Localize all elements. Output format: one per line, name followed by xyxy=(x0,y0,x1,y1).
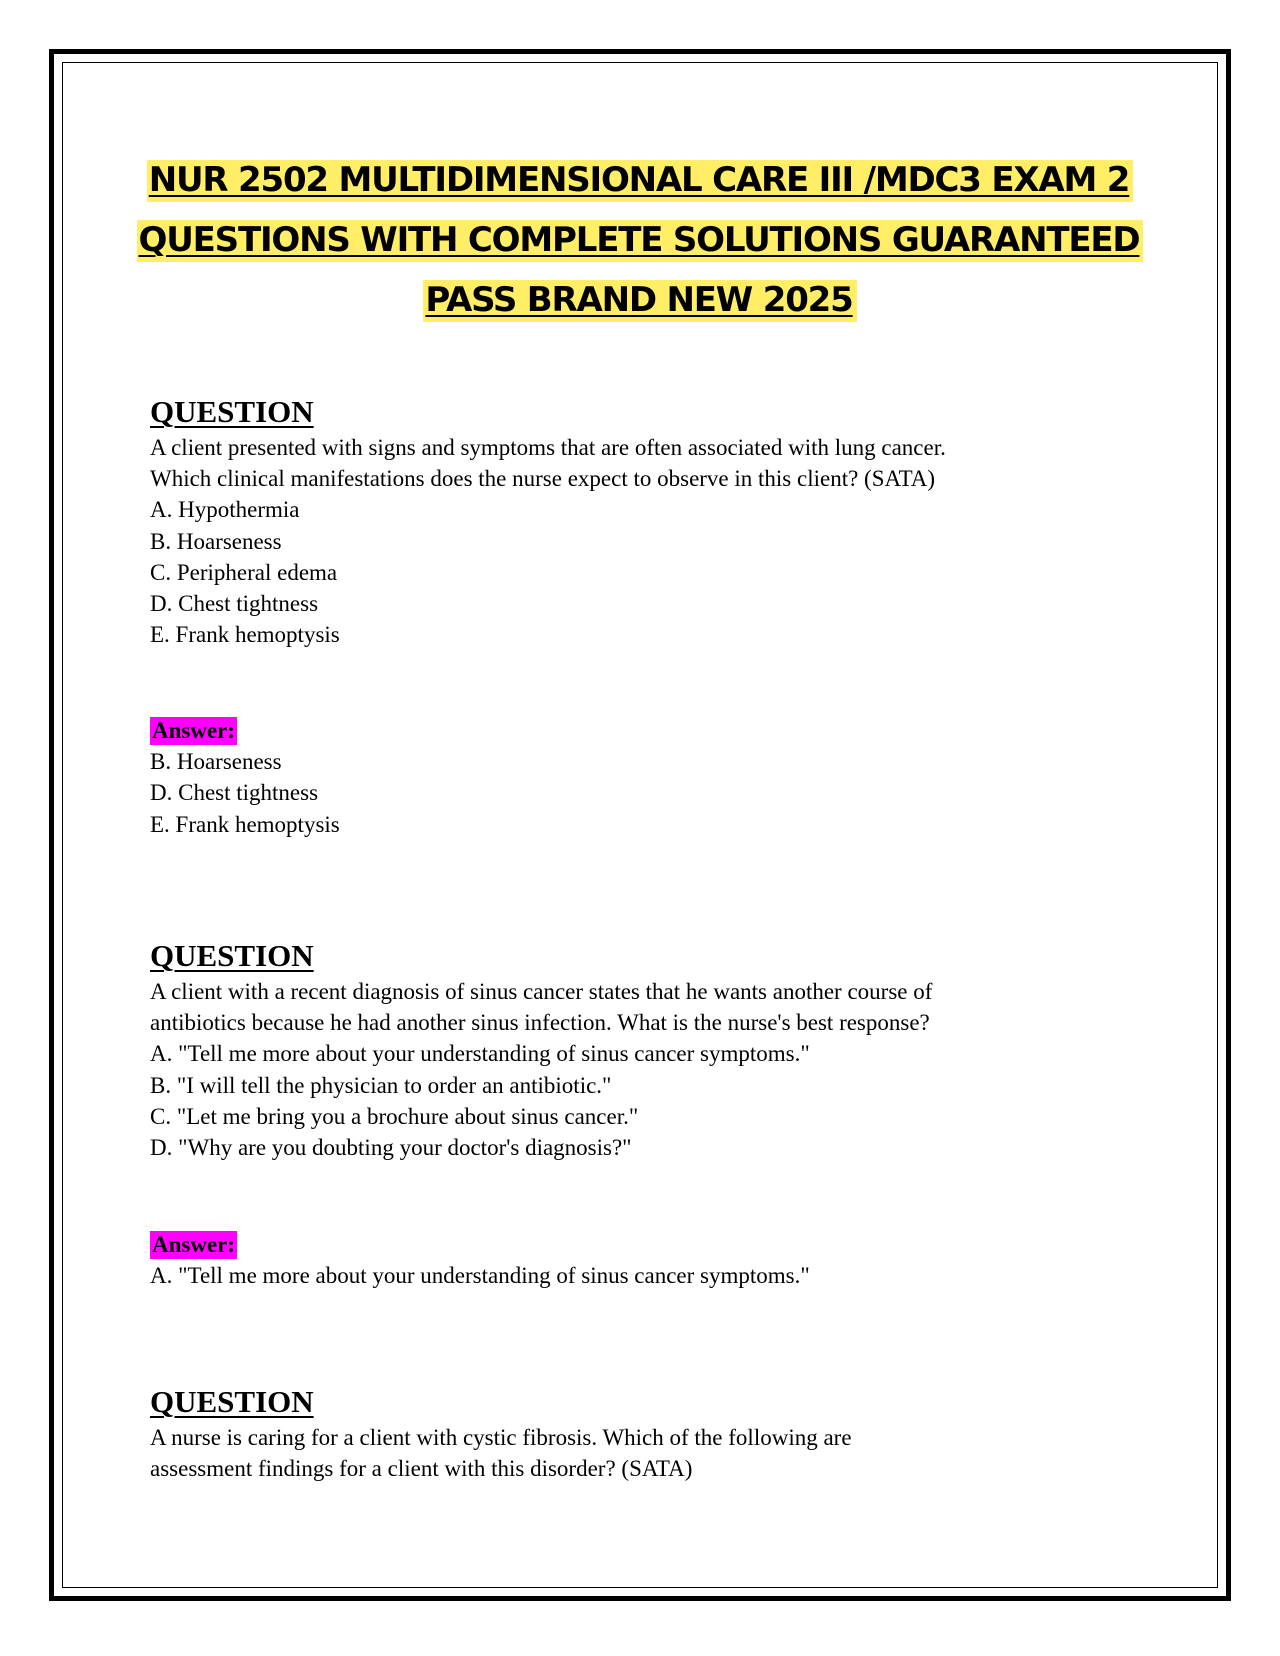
question-block-2 xyxy=(150,938,1150,1163)
title-line: PASS BRAND NEW 2025 xyxy=(0,270,1280,330)
answer-label: Answer: xyxy=(152,718,236,743)
option-c: C. "Let me bring you a brochure about sinus cancer." xyxy=(150,1103,639,1129)
option-d: D. "Why are you doubting your doctor's diagnosis?" xyxy=(150,1135,632,1161)
title-line: NUR 2502 MULTIDIMENSIONAL CARE III /MDC3 EXAM 2 xyxy=(0,150,1280,210)
option-b: B. Hoarseness xyxy=(150,528,282,554)
option-e: E. Frank hemoptysis xyxy=(150,622,340,648)
question-stem: assessment findings for a client with this disorder? (SATA) xyxy=(150,1456,693,1482)
question-stem: A client presented with signs and symptoms that are often associated with lung cancer. xyxy=(150,435,946,460)
answer-item: A. "Tell me more about your understanding of sinus cancer symptoms." xyxy=(150,1263,810,1289)
option-c: C. Peripheral edema xyxy=(150,559,338,585)
title-line: QUESTIONS WITH COMPLETE SOLUTIONS GUARANTEED xyxy=(0,210,1280,270)
question-stem: Which clinical manifestations does the nurse expect to observe in this client? (SATA) xyxy=(150,466,936,492)
option-d: D. Chest tightness xyxy=(150,591,319,617)
answer-block-1 xyxy=(150,715,1150,840)
question-stem: antibiotics because he had another sinus infection. What is the nurse's best response? xyxy=(150,1010,930,1036)
question-stem: A client with a recent diagnosis of sinus cancer states that he wants another course of xyxy=(150,979,933,1004)
question-heading: QUESTION xyxy=(150,938,314,973)
option-a: A. Hypothermia xyxy=(150,497,300,523)
answer-label: Answer: xyxy=(152,1232,236,1257)
answer-item: E. Frank hemoptysis xyxy=(150,811,340,837)
option-a: A. "Tell me more about your understanding of sinus cancer symptoms." xyxy=(150,1041,810,1067)
option-b: B. "I will tell the physician to order an antibiotic." xyxy=(150,1072,612,1098)
question-block-3 xyxy=(150,1384,1150,1484)
document-title xyxy=(0,150,1280,330)
answer-item: B. Hoarseness xyxy=(150,749,282,775)
question-heading: QUESTION xyxy=(150,394,314,429)
question-stem: A nurse is caring for a client with cystic fibrosis. Which of the following are xyxy=(150,1425,852,1450)
answer-block-2 xyxy=(150,1229,1150,1291)
question-heading: QUESTION xyxy=(150,1384,314,1419)
answer-item: D. Chest tightness xyxy=(150,780,319,806)
question-block-1 xyxy=(150,394,1150,650)
